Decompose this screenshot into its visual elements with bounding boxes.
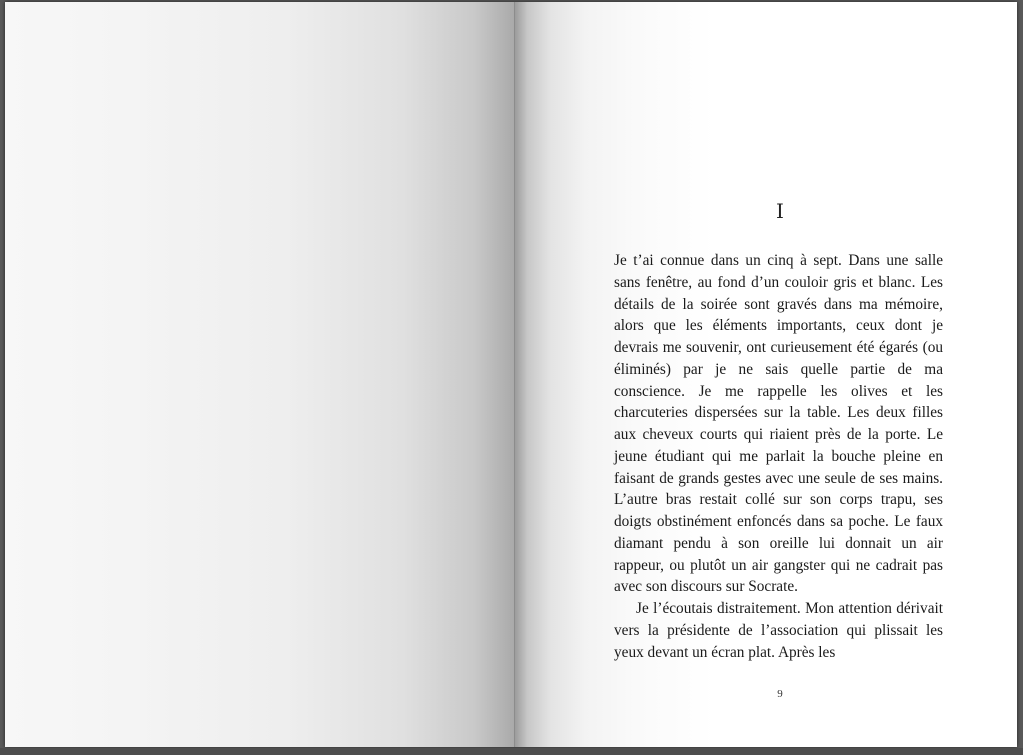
left-page-blank[interactable] <box>5 2 515 747</box>
paragraph-1: Je t’ai connue dans un cinq à sept. Dans une salle sans fenêtre, au fond d’un couloir gris et blanc. Les détails de la soirée sont gravés dans ma mémoire, alors que les éléments importants, ceux dont je devrais me souvenir, ont curieusement été égarés (ou éliminés) par je ne sais quelle partie de ma conscience. Je me rappelle les olives et les charcuteries dispersées sur la table. Les deux filles aux cheveux courts qui riaient près de la porte. Le jeune étudiant qui me parlait la bouche pleine en faisant de grands gestes avec une seule de ses mains. L’autre bras restait collé sur son corps trapu, ses doigts obstinément enfoncés dans sa poche. Le faux diamant pendu à son oreille lui donnait un air rappeur, ou plutôt un air gangster qui ne cadrait pas avec son discours sur Socrate. <box>614 252 943 596</box>
page-text <box>614 250 943 663</box>
right-page[interactable] <box>515 2 1017 747</box>
viewer-bottom-border <box>0 748 1023 755</box>
chapter-number: I <box>776 199 784 223</box>
page-number: 9 <box>777 688 783 700</box>
paragraph-2: Je l’écoutais distraitement. Mon attention dérivait vers la présidente de l’association qui plissait les yeux devant un écran plat. Après les <box>614 600 943 661</box>
book-spread <box>5 2 1017 747</box>
